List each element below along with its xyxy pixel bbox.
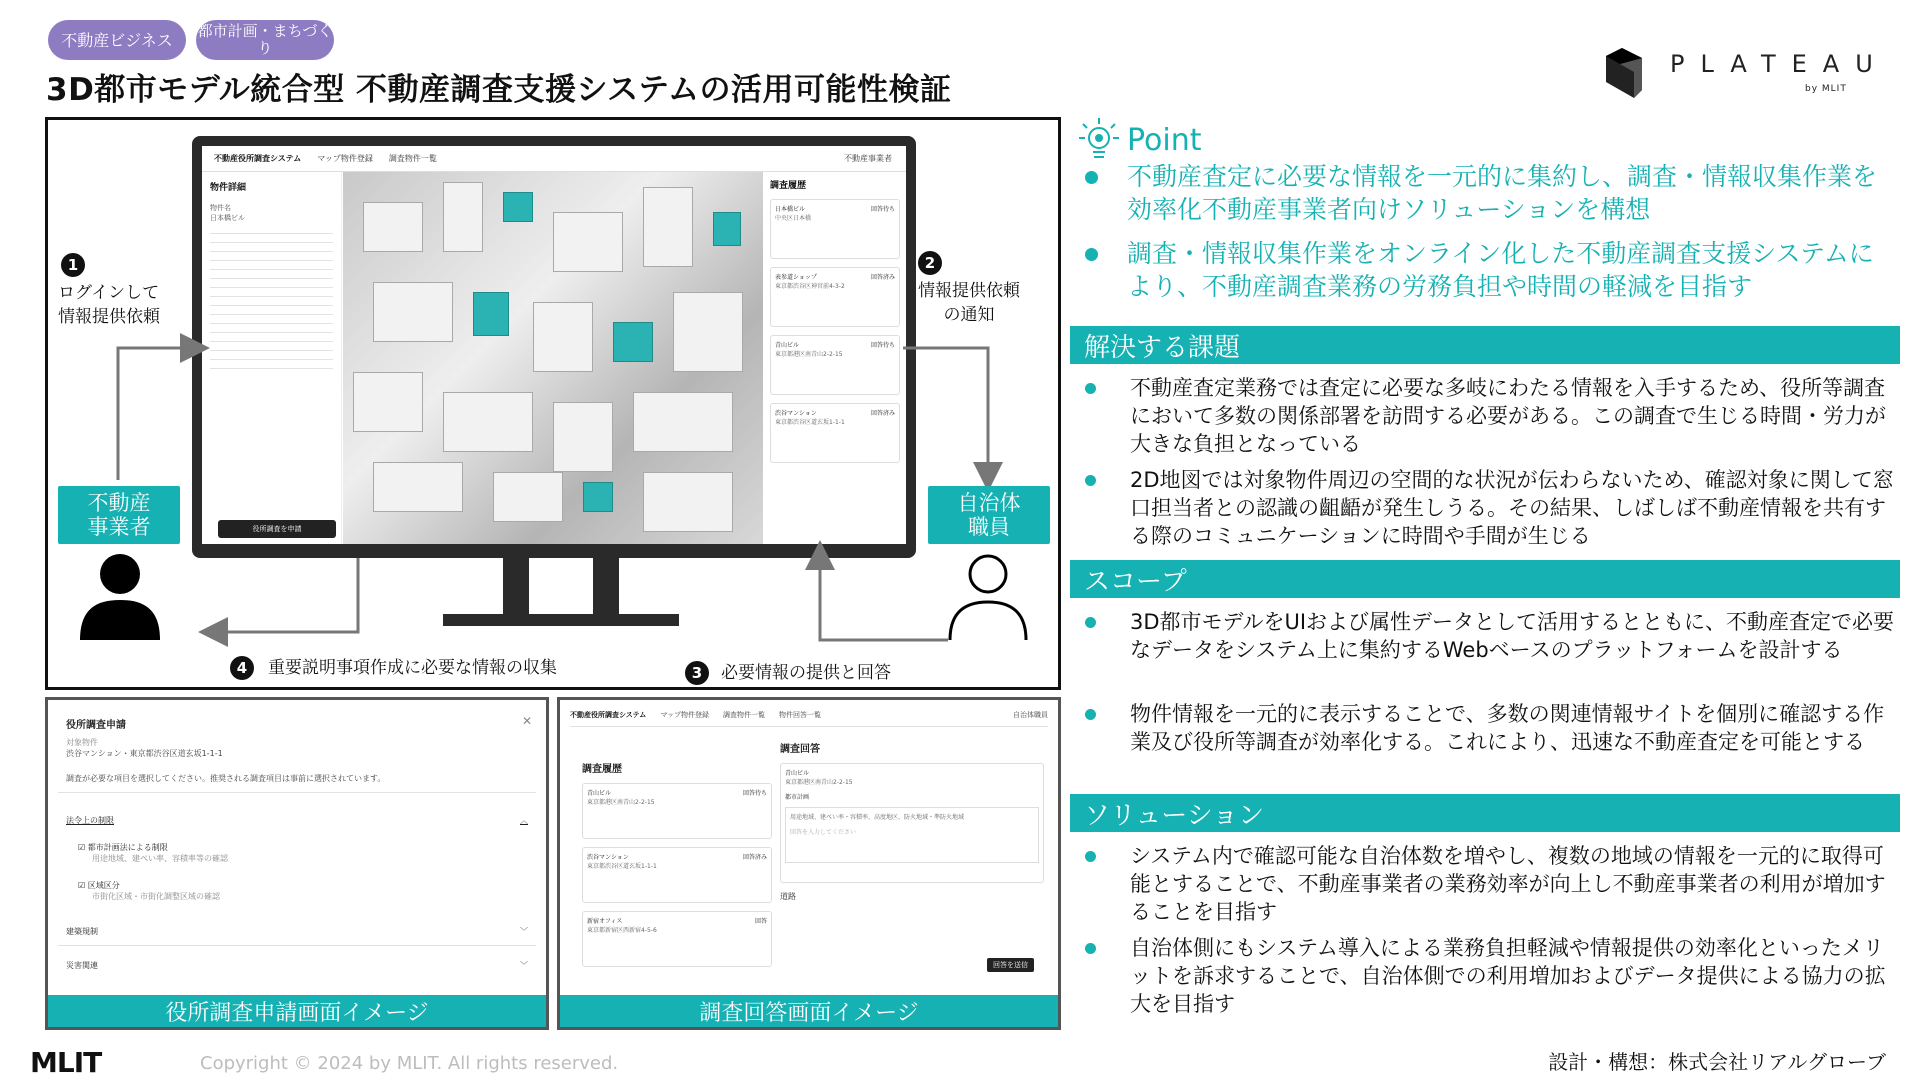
close-icon[interactable]: ✕ <box>521 714 532 728</box>
challenge-item-text: 不動産査定業務では査定に必要な多岐にわたる情報を入手するため、役所等調査において多数の関係部署を訪問する必要がある。この調査で生じる時間・労力が大きな負担となっている <box>1130 376 1886 456</box>
challenge-item <box>1085 466 1895 550</box>
application-screen-image <box>45 697 549 1030</box>
mini-apply-button[interactable]: 役所調査を申請 <box>218 520 336 538</box>
step-1-text: ログインして 情報提供依頼 <box>58 283 160 327</box>
mini-history-name: 渋谷マンション <box>775 410 817 417</box>
answer-history-name: 渋谷マンション <box>587 854 629 861</box>
application-form <box>58 710 536 987</box>
answer-card <box>780 763 1044 883</box>
group-building-label: 建築規制 <box>66 927 98 936</box>
mini-history-addr: 中央区日本橋 <box>775 215 812 222</box>
answer-nav-map[interactable]: マップ物件登録 <box>660 711 710 719</box>
answer-history-card[interactable] <box>582 911 772 967</box>
answer-history-status: 回答済み <box>742 854 767 861</box>
application-desc: 調査が必要な項目を選択してください。推奨される調査項目は事前に選択されています。 <box>66 774 386 783</box>
mlit-logo: MLIT <box>30 1046 102 1079</box>
group-building-regulations[interactable] <box>66 926 528 937</box>
step-2-text: 情報提供依頼 の通知 <box>918 281 1020 325</box>
answer-property: 青山ビル <box>785 770 810 777</box>
answer-plan-text: 用途地域、建ぺい率・容積率、高度地区、防火地域・準防火地域 <box>790 814 965 821</box>
copyright: Copyright © 2024 by MLIT. All rights reserved. <box>200 1053 619 1074</box>
answer-history-status: 回答待ち <box>742 790 767 797</box>
point-item-text: 調査・情報収集作業をオンライン化した不動産調査支援システムにより、不動産調査業務の労務負担や時間の軽減を目指す <box>1127 239 1874 301</box>
point-label: Point <box>1127 122 1202 158</box>
bullet-dot <box>1085 248 1098 261</box>
group-disaster-label: 災害関連 <box>66 961 98 970</box>
answer-screen-image <box>557 697 1061 1030</box>
mini-history-status: 回答待ち <box>870 206 895 213</box>
answer-history-addr: 東京都渋谷区道玄坂1-1-1 <box>587 863 657 870</box>
bullet-dot <box>1085 383 1096 394</box>
answer-nav-answers[interactable]: 物件回答一覧 <box>779 711 822 719</box>
lightbulb-icon <box>1077 116 1121 164</box>
mini-nav-map[interactable]: マップ物件登録 <box>317 154 373 163</box>
check-item-label: 区域区分 <box>87 881 120 890</box>
bullet-dot <box>1085 709 1096 720</box>
mini-property-label: 物件名 <box>210 204 231 212</box>
answer-plan-label: 都市計画 <box>785 794 810 801</box>
bullet-dot <box>1085 943 1096 954</box>
answer-addr: 東京都港区南青山2-2-15 <box>785 779 853 786</box>
check-item-label: 都市計画法による制限 <box>87 843 168 852</box>
mini-nav-list[interactable]: 調査物件一覧 <box>388 154 437 163</box>
plateau-logo <box>1600 42 1889 102</box>
step-4-text: 重要説明事項作成に必要な情報の収集 <box>268 658 557 678</box>
solution-item <box>1085 842 1895 926</box>
target-label: 対象物件 <box>66 738 98 747</box>
point-item-text: 不動産査定に必要な情報を一元的に集約し、調査・情報収集作業を効率化不動産事業者向けソリューションを構想 <box>1127 162 1878 224</box>
checkbox-checked-icon[interactable]: ☑ <box>78 881 86 890</box>
answer-history-card[interactable] <box>582 783 772 839</box>
answer-app-header <box>570 710 1048 727</box>
solution-item-text: 自治体側にもシステム導入による業務負担軽減や情報提供の効率化といったメリットを訴求することで、自治体側での利用増加およびデータ提供による協力の拡大を目指す <box>1130 936 1886 1016</box>
workflow-diagram <box>45 117 1061 690</box>
bullet-dot <box>1085 171 1098 184</box>
role-real-estate: 不動産 事業者 <box>58 486 180 544</box>
check-item-sub: 用途地域、建ぺい率、容積率等の確認 <box>92 854 228 863</box>
mini-history-name: 青山ビル <box>775 342 800 349</box>
answer-history-panel <box>582 760 772 967</box>
answer-screen-caption: 調査回答画面イメージ <box>560 995 1058 1027</box>
point-header <box>1077 115 1202 165</box>
plateau-wordmark: PLATEAU <box>1670 50 1889 78</box>
bullet-dot <box>1085 851 1096 862</box>
answer-nav-list[interactable]: 調査物件一覧 <box>723 711 766 719</box>
application-title: 役所調査申請 <box>66 720 126 731</box>
mini-history-status: 回答済み <box>870 274 895 281</box>
mini-app-name: 不動産役所調査システム <box>214 154 302 163</box>
scope-item-text: 3D都市モデルをUIおよび属性データとして活用するとともに、不動産査定で必要なデータをシステム上に集約するWebベースのプラットフォームを設計する <box>1130 610 1895 662</box>
mini-history-title: 調査履歴 <box>770 181 807 191</box>
chevron-down-icon: ﹀ <box>520 927 528 936</box>
page-title: 3D都市モデル統合型 不動産調査支援システムの活用可能性検証 <box>46 72 952 108</box>
application-screen-caption: 役所調査申請画面イメージ <box>48 995 546 1027</box>
answer-history-title: 調査履歴 <box>582 764 622 775</box>
chevron-up-icon: ︿ <box>520 816 528 825</box>
mini-left-title: 物件詳細 <box>210 183 247 193</box>
bullet-dot <box>1085 617 1096 628</box>
check-item[interactable] <box>78 880 528 902</box>
answer-history-status: 回答 <box>754 918 767 925</box>
step-4-badge: 4 <box>230 656 254 680</box>
point-item <box>1085 160 1895 226</box>
plateau-by-mlit: by MLIT <box>1805 84 1847 94</box>
tag-urban-planning: 都市計画・まちづくり <box>196 20 334 60</box>
person-outline-icon <box>943 552 1033 642</box>
group-disaster[interactable] <box>66 960 528 971</box>
section-scope: スコープ <box>1070 560 1900 598</box>
step-3-badge: 3 <box>685 661 709 685</box>
plateau-cube-icon <box>1600 42 1648 100</box>
point-item <box>1085 237 1895 303</box>
solution-item <box>1085 934 1895 1018</box>
step-2-badge: 2 <box>918 251 942 275</box>
answer-history-name: 新宿オフィス <box>587 918 623 925</box>
target-value: 渋谷マンション・東京都渋谷区道玄坂1-1-1 <box>66 749 223 758</box>
answer-history-addr: 東京都新宿区西新宿4-5-6 <box>587 927 657 934</box>
scope-item <box>1085 700 1895 756</box>
mini-history-status: 回答待ち <box>870 342 895 349</box>
mini-history-addr: 東京都港区南青山2-2-15 <box>775 351 843 358</box>
challenge-item-text: 2D地図では対象物件周辺の空間的な状況が伝わらないため、確認対象に関して窓口担当者との認識の齟齬が発生しうる。その結果、しばしば不動産情報を共有する際のコミュニケーションに時間や手間が生じる <box>1130 468 1894 548</box>
mini-history-name: 日本橋ビル <box>775 206 806 213</box>
solution-item-text: システム内で確認可能な自治体数を増やし、複数の地域の情報を一元的に取得可能とすることで、不動産事業者の業務効率が向上し不動産事業者の利用が増加することを目指す <box>1130 844 1886 924</box>
mini-history-addr: 東京都渋谷区道玄坂1-1-1 <box>775 419 845 426</box>
bullet-dot <box>1085 475 1096 486</box>
mini-history-addr: 東京都渋谷区神宮前4-3-2 <box>775 283 845 290</box>
mini-history-status: 回答済み <box>870 410 895 417</box>
person-filled-icon <box>75 552 165 642</box>
answer-history-addr: 東京都港区南青山2-2-15 <box>587 799 655 806</box>
checkbox-checked-icon[interactable]: ☑ <box>78 843 86 852</box>
scope-item-text: 物件情報を一元的に表示することで、多数の関連情報サイトを個別に確認する作業及び役所等調査が効率化する。これにより、迅速な不動産査定を可能とする <box>1130 702 1885 754</box>
credit: 設計・構想：株式会社リアルグローブ <box>1548 1050 1886 1074</box>
mini-history-name: 表参道ショップ <box>775 274 817 281</box>
answer-input[interactable] <box>785 807 1039 863</box>
send-answer-button[interactable]: 回答を送信 <box>987 958 1034 972</box>
answer-history-card[interactable] <box>582 847 772 903</box>
answer-history-name: 青山ビル <box>587 790 612 797</box>
step-3-text: 必要情報の提供と回答 <box>721 663 891 683</box>
scope-item <box>1085 608 1895 664</box>
mini-property-name: 日本橋ビル <box>210 214 245 222</box>
answer-app-name: 不動産役所調査システム <box>570 711 647 719</box>
answer-input-placeholder: 回答を入力してください <box>790 829 857 836</box>
answer-title: 調査回答 <box>780 744 820 755</box>
challenge-item <box>1085 374 1895 458</box>
group-legal-restrictions[interactable] <box>66 815 528 826</box>
check-item-sub: 市街化区域・市街化調整区域の確認 <box>92 892 220 901</box>
check-item[interactable] <box>78 842 528 864</box>
tag-real-estate: 不動産ビジネス <box>48 20 186 60</box>
answer-user: 自治体職員 <box>1013 711 1048 719</box>
answer-panel <box>780 740 1044 969</box>
step-1-badge: 1 <box>61 253 85 277</box>
group-legal-label: 法令上の制限 <box>66 816 114 825</box>
mini-user: 不動産事業者 <box>844 154 892 163</box>
section-solution: ソリューション <box>1070 794 1900 832</box>
chevron-down-icon: ﹀ <box>520 961 528 970</box>
role-municipal: 自治体 職員 <box>928 486 1050 544</box>
answer-other-label: 道路 <box>780 892 796 901</box>
section-challenges: 解決する課題 <box>1070 326 1900 364</box>
answer-screen <box>570 710 1048 987</box>
flow-arrows <box>48 120 1064 693</box>
